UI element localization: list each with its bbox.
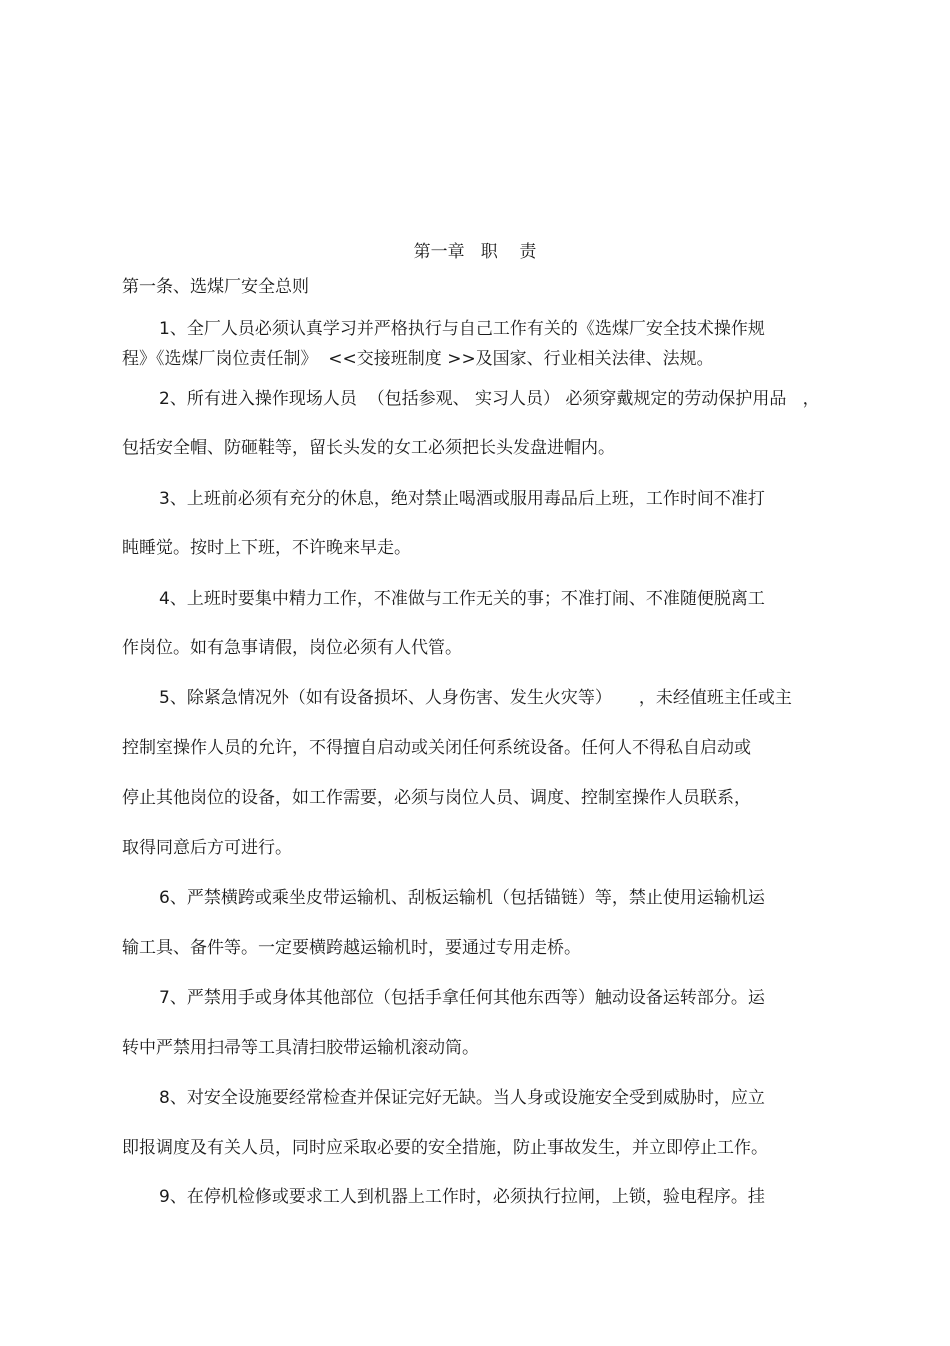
chapter-title: 第一章 职 责 bbox=[413, 242, 537, 262]
paragraph-8-line-1: 8、对安全设施要经常检查并保证完好无缺。当人身或设施安全受到威胁时，应立 bbox=[159, 1088, 765, 1108]
paragraph-3-line-2: 盹睡觉。按时上下班，不许晚来早走。 bbox=[122, 538, 411, 558]
paragraph-3-line-1: 3、上班前必须有充分的休息，绝对禁止喝酒或服用毒品后上班，工作时间不准打 bbox=[159, 489, 765, 509]
paragraph-2-line-2: 包括安全帽、防砸鞋等，留长头发的女工必须把长头发盘进帽内。 bbox=[122, 438, 615, 458]
paragraph-5-line-3: 停止其他岗位的设备，如工作需要，必须与岗位人员、调度、控制室操作人员联系， bbox=[122, 788, 751, 808]
paragraph-4-line-1: 4、上班时要集中精力工作，不准做与工作无关的事；不准打闹、不准随便脱离工 bbox=[159, 589, 765, 609]
paragraph-2-line-1: 2、所有进入操作现场人员 （包括参观、 实习人员） 必须穿戴规定的劳动保护用品 ， bbox=[159, 389, 820, 409]
paragraph-1-line-2: 程》《选煤厂岗位责任制》 <<交接班制度 >>及国家、行业相关法律、法规。 bbox=[122, 349, 714, 369]
paragraph-7-line-2: 转中严禁用扫帚等工具清扫胶带运输机滚动筒。 bbox=[122, 1038, 479, 1058]
paragraph-1-line-1: 1、全厂人员必须认真学习并严格执行与自己工作有关的《选煤厂安全技术操作规 bbox=[159, 319, 765, 339]
paragraph-5-line-2: 控制室操作人员的允许，不得擅自启动或关闭任何系统设备。任何人不得私自启动或 bbox=[122, 738, 751, 758]
article-title: 第一条、选煤厂安全总则 bbox=[122, 277, 309, 297]
paragraph-6-line-2: 输工具、备件等。一定要横跨越运输机时，要通过专用走桥。 bbox=[122, 938, 581, 958]
paragraph-5-line-1: 5、除紧急情况外（如有设备损坏、人身伤害、发生火灾等） ，未经值班主任或主 bbox=[159, 688, 792, 708]
paragraph-5-line-4: 取得同意后方可进行。 bbox=[122, 838, 292, 858]
paragraph-6-line-1: 6、严禁横跨或乘坐皮带运输机、刮板运输机（包括锚链）等，禁止使用运输机运 bbox=[159, 888, 765, 908]
paragraph-8-line-2: 即报调度及有关人员，同时应采取必要的安全措施，防止事故发生，并立即停止工作。 bbox=[122, 1138, 768, 1158]
paragraph-9-line-1: 9、在停机检修或要求工人到机器上工作时，必须执行拉闸，上锁，验电程序。挂 bbox=[159, 1187, 765, 1207]
paragraph-4-line-2: 作岗位。如有急事请假，岗位必须有人代管。 bbox=[122, 638, 462, 658]
paragraph-7-line-1: 7、严禁用手或身体其他部位（包括手拿任何其他东西等）触动设备运转部分。运 bbox=[159, 988, 765, 1008]
